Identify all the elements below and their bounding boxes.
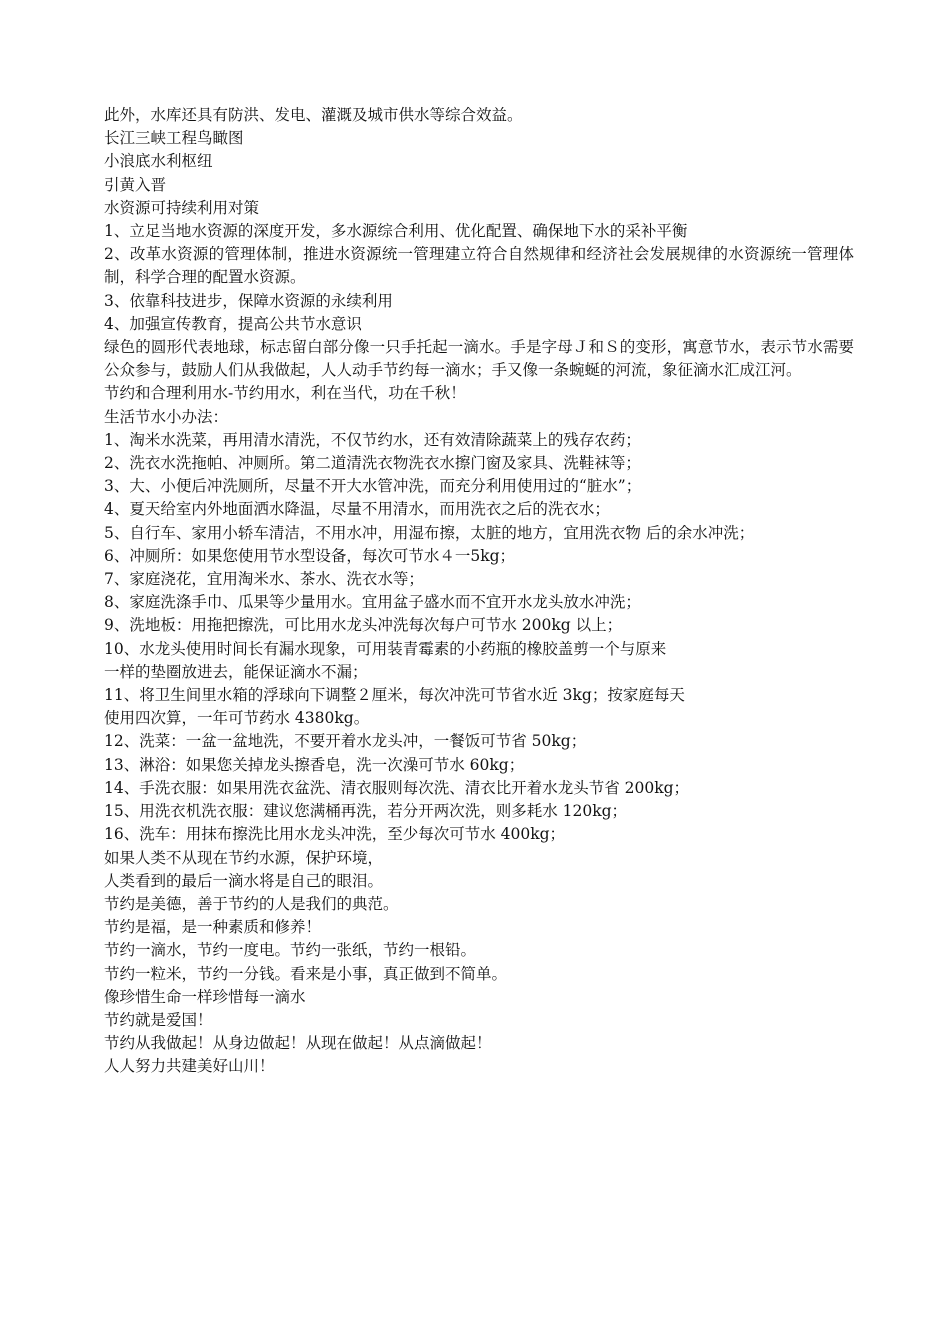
slogan-line: 节约从我做起！从身边做起！从现在做起！从点滴做起！ bbox=[104, 1034, 492, 1053]
list-item: 3、大、小便后冲洗厕所，尽量不开大水管冲洗，而充分利用使用过的“脏水”； bbox=[104, 477, 642, 496]
caption-line: 引黄入晋 bbox=[104, 175, 167, 194]
list-item: 6、冲厕所：如果您使用节水型设备，每次可节水４一5kg； bbox=[104, 546, 516, 565]
slogan-line: 节约一粒米，节约一分钱。看来是小事，真正做到不简单。 bbox=[104, 964, 508, 983]
caption-line: 长江三峡工程鸟瞰图 bbox=[104, 129, 244, 148]
list-item: 14、手洗衣服：如果用洗衣盆洗、清衣服则每次洗、清衣比开着水龙头节省 200kg； bbox=[104, 778, 690, 797]
section-heading: 生活节水小办法： bbox=[104, 407, 229, 426]
list-item: 4、加强宣传教育，提高公共节水意识 bbox=[104, 314, 362, 333]
slogan-line: 节约一滴水，节约一度电。节约一张纸，节约一根铅。 bbox=[104, 941, 477, 960]
slogan-line: 如果人类不从现在节约水源，保护环境， bbox=[104, 848, 384, 867]
caption-line: 小浪底水利枢纽 bbox=[104, 152, 213, 171]
list-item: 7、家庭浇花，宜用淘米水、茶水、洗衣水等； bbox=[104, 570, 424, 589]
list-item: 5、自行车、家用小轿车清洁，不用水冲，用湿布擦，太脏的地方，宜用洗衣物 后的余水冲洗； bbox=[104, 523, 755, 542]
list-item: 4、夏天给室内外地面洒水降温，尽量不用清水，而用洗衣之后的洗衣水； bbox=[104, 500, 610, 519]
slogan-line: 节约是美德，善于节约的人是我们的典范。 bbox=[104, 894, 399, 913]
list-item: 2、洗衣水洗拖帕、冲厕所。第二道清洗衣物洗衣水擦门窗及家具、洗鞋袜等； bbox=[104, 454, 641, 473]
list-item-continued: 一样的垫圈放进去，能保证滴水不漏； bbox=[104, 662, 368, 681]
list-item: 3、依靠科技进步，保障水资源的永续利用 bbox=[104, 291, 393, 310]
list-item: 11、将卫生间里水箱的浮球向下调整２厘米，每次冲洗可节省水近 3kg；按家庭每天 bbox=[104, 686, 685, 705]
list-item: 13、淋浴：如果您关掉龙头擦香皂，洗一次澡可节水 60kg； bbox=[104, 755, 525, 774]
list-item: 9、洗地板：用拖把擦洗，可比用水龙头冲洗每次每户可节水 200kg 以上； bbox=[104, 616, 623, 635]
list-item: 2、改革水资源的管理体制，推进水资源统一管理建立符合自然规律和经济社会发展规律的水资源统一管理体制，科学合理的配置水资源。 bbox=[104, 245, 854, 287]
text-line: 此外，水库还具有防洪、发电、灌溉及城市供水等综合效益。 bbox=[104, 106, 523, 124]
slogan-line: 像珍惜生命一样珍惜每一滴水 bbox=[104, 987, 306, 1006]
list-item: 12、洗菜：一盆一盆地洗，不要开着水龙头冲，一餐饭可节省 50kg； bbox=[104, 732, 587, 751]
slogan-line: 人人努力共建美好山川！ bbox=[104, 1057, 275, 1076]
slogan-line: 节约和合理利用水-节约用水，利在当代，功在千秋！ bbox=[104, 384, 466, 403]
slogan-line: 节约是福，是一种素质和修养！ bbox=[104, 918, 322, 937]
list-item: 1、立足当地水资源的深度开发，多水源综合利用、优化配置、确保地下水的采补平衡 bbox=[104, 222, 688, 241]
section-heading: 水资源可持续利用对策 bbox=[104, 198, 260, 217]
list-item: 8、家庭洗涤手巾、瓜果等少量用水。宜用盆子盛水而不宜开水龙头放水冲洗； bbox=[104, 593, 641, 612]
slogan-line: 节约就是爱国！ bbox=[104, 1010, 213, 1029]
document-body bbox=[104, 104, 854, 1079]
slogan-line: 人类看到的最后一滴水将是自己的眼泪。 bbox=[104, 871, 384, 890]
paragraph: 绿色的圆形代表地球，标志留白部分像一只手托起一滴水。手是字母Ｊ和Ｓ的变形，寓意节水，表示节水需要公众参与，鼓励人们从我做起，人人动手节约每一滴水；手又像一条蜿蜒的河流，象征滴水汇成江河。 bbox=[104, 338, 854, 380]
list-item: 16、洗车：用抹布擦洗比用水龙头冲洗，至少每次可节水 400kg； bbox=[104, 825, 566, 844]
list-item: 10、水龙头使用时间长有漏水现象，可用装青霉素的小药瓶的橡胶盖剪一个与原来 bbox=[104, 639, 667, 658]
list-item-continued: 使用四次算，一年可节药水 4380kg。 bbox=[104, 709, 370, 728]
list-item: 1、淘米水洗菜，再用清水清洗，不仅节约水，还有效清除蔬菜上的残存农药； bbox=[104, 430, 641, 449]
list-item: 15、用洗衣机洗衣服：建议您满桶再洗，若分开两次洗，则多耗水 120kg； bbox=[104, 802, 628, 821]
